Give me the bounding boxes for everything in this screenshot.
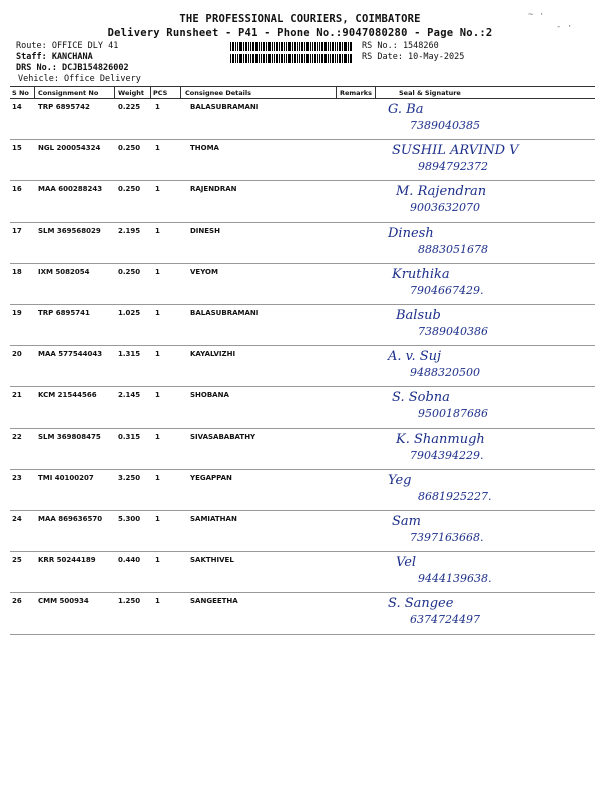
barcode-bar (261, 42, 262, 51)
barcode-bar (339, 42, 341, 51)
row-consignment-no: KRR 50244189 (38, 556, 96, 565)
row-sno: 20 (12, 350, 22, 359)
rs-date: RS Date: 10-May-2025 (362, 52, 465, 62)
row-consignee: RAJENDRAN (190, 185, 237, 194)
row-pcs: 1 (155, 515, 160, 523)
barcode-bar (259, 42, 260, 51)
row-weight: 2.195 (118, 226, 141, 235)
barcode (230, 54, 355, 63)
barcode-bar (276, 42, 278, 51)
barcode-bar (288, 54, 291, 63)
signature-phone: 8883051678 (418, 242, 488, 256)
barcode-bar (284, 54, 285, 63)
barcode-bar (274, 54, 275, 63)
row-divider (10, 469, 595, 470)
row-weight: 0.250 (118, 267, 141, 276)
barcode-bar (306, 42, 309, 51)
row-consignee: BALASUBRAMANI (190, 309, 259, 317)
row-consignment-no: SLM 369808475 (38, 432, 101, 441)
barcode-bar (299, 54, 300, 63)
col-pcs: PCS (153, 89, 168, 97)
row-divider (10, 304, 595, 305)
runsheet-subtitle: Delivery Runsheet - P41 - Phone No.:9047080280 - Page No.:2 (107, 27, 493, 39)
barcode-bar (330, 54, 331, 63)
barcode-bar (248, 54, 249, 63)
barcode-bar (268, 42, 271, 51)
barcode-bar (324, 54, 327, 63)
barcode-bar (301, 42, 303, 51)
signature-name: Yeg (388, 472, 412, 488)
signature-phone: 9488320500 (410, 366, 480, 380)
barcode-bar (237, 42, 238, 51)
barcode-bar (263, 54, 265, 63)
table-header-rule (10, 98, 595, 99)
signature-phone: 6374724497 (410, 613, 480, 627)
row-sno: 18 (12, 267, 22, 276)
barcode-bar (276, 54, 278, 63)
barcode-bar (255, 42, 258, 51)
row-pcs: 1 (155, 144, 160, 153)
row-sno: 23 (12, 473, 22, 482)
row-pcs: 1 (155, 185, 160, 194)
signature-phone: 7389040385 (410, 119, 480, 132)
row-consignee: SAKTHIVEL (190, 556, 234, 565)
row-pcs: 1 (155, 309, 160, 317)
barcode-bar (297, 54, 298, 63)
row-consignee: KAYALVIZHI (190, 350, 236, 359)
barcode-bar (348, 42, 349, 51)
signature-phone: 9444139638. (418, 572, 492, 586)
row-pcs: 1 (155, 473, 160, 482)
barcode-bar (261, 54, 262, 63)
barcode-bar (312, 54, 313, 63)
barcode-bar (245, 54, 247, 63)
barcode-bar (342, 54, 343, 63)
row-sno: 14 (12, 103, 22, 111)
barcode-bar (239, 42, 242, 51)
barcode-bar (328, 42, 329, 51)
row-sno: 26 (12, 597, 22, 606)
row-consignment-no: MAA 600288243 (38, 185, 103, 194)
barcode (230, 42, 355, 51)
row-consignee: VEYOM (190, 267, 218, 276)
barcode-bar (319, 54, 320, 63)
row-consignment-no: IXM 5082054 (38, 267, 90, 276)
barcode-bar (248, 42, 249, 51)
row-consignment-no: SLM 369568029 (38, 226, 101, 235)
barcode-bar (350, 54, 352, 63)
barcode-bar (272, 42, 273, 51)
row-consignee: BALASUBRAMANI (190, 103, 259, 111)
row-pcs: 1 (155, 556, 160, 565)
row-pcs: 1 (155, 226, 160, 235)
barcode-bar (299, 42, 300, 51)
barcode-bar (339, 54, 341, 63)
barcode-bar (335, 42, 336, 51)
row-consignee: DINESH (190, 226, 220, 235)
signature-name: K. Shanmugh (396, 431, 485, 447)
row-weight: 1.250 (118, 597, 141, 606)
row-weight: 0.440 (118, 556, 141, 565)
barcode-bar (268, 54, 271, 63)
barcode-bar (306, 54, 309, 63)
barcode-bar (250, 42, 251, 51)
signature-name: Kruthika (392, 266, 450, 282)
barcode-bar (317, 42, 318, 51)
row-divider (10, 386, 595, 387)
row-consignee: SAMIATHAN (190, 515, 237, 523)
barcode-bar (284, 42, 285, 51)
barcode-bar (232, 42, 234, 51)
barcode-bar (310, 42, 311, 51)
row-divider (10, 592, 595, 593)
barcode-bar (335, 54, 336, 63)
row-weight: 1.315 (118, 350, 141, 359)
row-sno: 17 (12, 226, 22, 235)
signature-name: A. v. Suj (388, 349, 442, 365)
row-divider (10, 428, 595, 429)
row-weight: 3.250 (118, 473, 141, 482)
barcode-bar (288, 42, 291, 51)
barcode-bar (344, 42, 347, 51)
signature-phone: 9894792372 (418, 160, 488, 174)
row-consignee: SHOBANA (190, 391, 229, 400)
barcode-bar (250, 54, 251, 63)
table-top-rule (10, 86, 595, 87)
barcode-bar (319, 42, 320, 51)
barcode-bar (243, 54, 244, 63)
row-sno: 22 (12, 432, 22, 441)
barcode-bar (292, 42, 293, 51)
col-consignment: Consignment No (38, 89, 99, 97)
vehicle-label: Vehicle: Office Delivery (18, 74, 141, 84)
row-weight: 0.315 (118, 432, 141, 441)
barcode-bar (337, 54, 338, 63)
barcode-bar (230, 42, 231, 51)
route-label: Route: OFFICE DLY 41 (16, 41, 119, 51)
scribble-mark: - · (556, 22, 573, 32)
scribble-mark: ~ · (528, 10, 545, 20)
barcode-bar (304, 42, 305, 51)
barcode-bar (235, 42, 236, 51)
barcode-bar (286, 54, 287, 63)
barcode-bar (279, 54, 280, 63)
row-sno: 15 (12, 144, 22, 153)
col-weight: Weight (118, 89, 144, 97)
barcode-bar (259, 54, 260, 63)
row-divider (10, 634, 595, 635)
drs-number: DRS No.: DCJB154826002 (16, 63, 129, 73)
barcode-bar (230, 54, 231, 63)
barcode-bar (279, 42, 280, 51)
signature-name: Sam (392, 514, 421, 529)
row-weight: 1.025 (118, 309, 141, 317)
column-divider (180, 86, 181, 98)
signature-phone: 9003632070 (410, 201, 480, 215)
row-pcs: 1 (155, 267, 160, 276)
barcode-bar (292, 54, 293, 63)
row-consignee: THOMA (190, 144, 219, 153)
barcode-bar (255, 54, 258, 63)
col-remarks: Remarks (340, 89, 372, 97)
barcode-bar (328, 54, 329, 63)
company-title: THE PROFESSIONAL COURIERS, COIMBATORE (179, 13, 421, 25)
row-consignment-no: TRP 6895741 (38, 309, 90, 317)
column-divider (375, 86, 376, 98)
row-weight: 5.300 (118, 515, 141, 523)
row-pcs: 1 (155, 103, 160, 111)
column-divider (150, 86, 151, 98)
row-consignment-no: CMM 500934 (38, 597, 89, 606)
barcode-bar (266, 42, 267, 51)
row-consignee: YEGAPPAN (190, 473, 232, 482)
col-sno: S No (12, 89, 29, 97)
barcode-bar (274, 42, 275, 51)
barcode-bar (332, 54, 334, 63)
signature-phone: 7397163668. (410, 531, 484, 544)
column-divider (34, 86, 35, 98)
row-weight: 0.225 (118, 103, 141, 111)
barcode-bar (312, 42, 313, 51)
row-consignment-no: MAA 869636570 (38, 515, 103, 523)
signature-name: Dinesh (388, 225, 434, 241)
row-pcs: 1 (155, 350, 160, 359)
staff-label: Staff: KANCHANA (16, 52, 93, 62)
row-consignment-no: TMI 40100207 (38, 473, 94, 482)
barcode-bar (281, 42, 283, 51)
barcode-bar (237, 54, 238, 63)
barcode-bar (239, 54, 242, 63)
barcode-bar (304, 54, 305, 63)
row-divider (10, 510, 595, 511)
barcode-bar (317, 54, 318, 63)
row-divider (10, 222, 595, 223)
row-sno: 25 (12, 556, 22, 565)
barcode-bar (344, 54, 347, 63)
barcode-bar (350, 42, 352, 51)
barcode-bar (321, 54, 323, 63)
row-consignment-no: KCM 21544566 (38, 391, 97, 400)
row-weight: 0.250 (118, 144, 141, 153)
row-divider (10, 139, 595, 140)
barcode-bar (263, 42, 265, 51)
barcode-bar (235, 54, 236, 63)
barcode-bar (332, 42, 334, 51)
rs-number: RS No.: 1548260 (362, 41, 439, 51)
barcode-bar (252, 42, 254, 51)
row-consignment-no: MAA 577544043 (38, 350, 103, 359)
barcode-bar (286, 42, 287, 51)
row-divider (10, 180, 595, 181)
row-sno: 16 (12, 185, 22, 194)
barcode-bar (314, 54, 316, 63)
row-consignment-no: NGL 200054324 (38, 144, 101, 153)
row-consignee: SIVASABABATHY (190, 432, 256, 441)
barcode-bar (348, 54, 349, 63)
column-divider (336, 86, 337, 98)
barcode-bar (301, 54, 303, 63)
row-sno: 24 (12, 515, 22, 523)
barcode-bar (330, 42, 331, 51)
barcode-bar (294, 54, 296, 63)
signature-phone: 7904667429. (410, 283, 484, 297)
row-pcs: 1 (155, 391, 160, 400)
barcode-bar (272, 54, 273, 63)
col-seal-signature: Seal & Signature (399, 89, 461, 97)
signature-name: M. Rajendran (396, 184, 487, 200)
row-sno: 21 (12, 391, 22, 400)
barcode-bar (245, 42, 247, 51)
signature-phone: 7389040386 (418, 325, 488, 338)
row-divider (10, 551, 595, 552)
signature-name: Balsub (396, 308, 441, 323)
row-divider (10, 263, 595, 264)
signature-phone: 7904394229. (410, 448, 484, 462)
barcode-bar (294, 42, 296, 51)
barcode-bar (281, 54, 283, 63)
signature-phone: 8681925227. (418, 489, 492, 503)
barcode-bar (297, 42, 298, 51)
row-divider (10, 345, 595, 346)
barcode-bar (252, 54, 254, 63)
barcode-bar (337, 42, 338, 51)
row-sno: 19 (12, 309, 22, 317)
barcode-bar (232, 54, 234, 63)
barcode-bar (310, 54, 311, 63)
row-pcs: 1 (155, 432, 160, 441)
row-consignee: SANGEETHA (190, 597, 238, 606)
row-pcs: 1 (155, 597, 160, 606)
signature-name: S. Sangee (388, 596, 454, 612)
signature-name: Vel (396, 555, 417, 571)
signature-name: G. Ba (388, 102, 424, 117)
barcode-bar (324, 42, 327, 51)
signature-name: SUSHIL ARVIND V (392, 143, 519, 159)
barcode-bar (243, 42, 244, 51)
barcode-bar (321, 42, 323, 51)
signature-phone: 9500187686 (418, 407, 488, 421)
barcode-bar (314, 42, 316, 51)
row-weight: 0.250 (118, 185, 141, 194)
signature-name: S. Sobna (392, 390, 450, 406)
barcode-bar (266, 54, 267, 63)
col-consignee: Consignee Details (185, 89, 251, 97)
row-weight: 2.145 (118, 391, 141, 400)
row-consignment-no: TRP 6895742 (38, 103, 90, 111)
barcode-bar (342, 42, 343, 51)
column-divider (114, 86, 115, 98)
